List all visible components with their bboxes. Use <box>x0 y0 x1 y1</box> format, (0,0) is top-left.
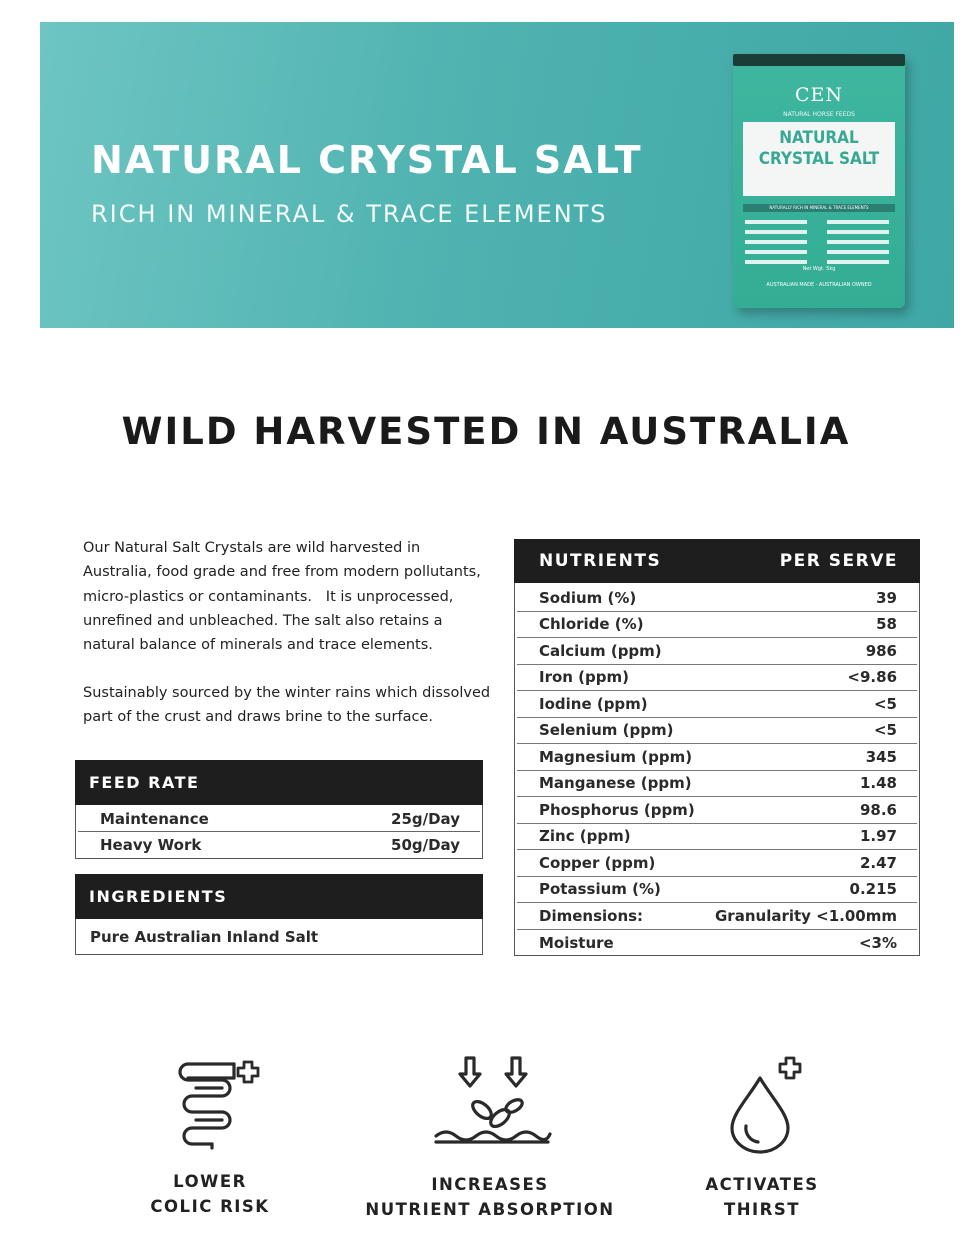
hero-banner <box>40 22 954 328</box>
nutrient-value: 986 <box>865 641 897 660</box>
benefit-line: NUTRIENT ABSORPTION <box>365 1200 615 1219</box>
nutrient-value: Granularity <1.00mm <box>715 906 897 925</box>
nutrient-row <box>517 824 917 851</box>
nutrients-header-right: PER SERVE <box>779 551 898 571</box>
benefit-label-2 <box>340 1172 640 1222</box>
nutrients-table <box>514 583 920 956</box>
bag-detail-line <box>745 260 807 264</box>
description-line: Australia, food grade and free from modern pollutants, <box>83 564 481 581</box>
nutrient-label: Chloride (%) <box>539 615 644 634</box>
nutrient-value: 1.97 <box>859 827 897 846</box>
feed-rate-value: 25g/Day <box>391 809 460 828</box>
banner-subtitle: RICH IN MINERAL & TRACE ELEMENTS <box>91 200 608 228</box>
feed-rate-header: FEED RATE <box>75 760 483 805</box>
bag-detail-line <box>827 230 889 234</box>
bag-logo-subtitle: NATURAL HORSE FEEDS <box>783 111 855 118</box>
nutrient-row <box>517 585 917 612</box>
bag-footer: AUSTRALIAN MADE · AUSTRALIAN OWNED <box>766 282 872 288</box>
benefit-label-1 <box>110 1169 310 1219</box>
nutrient-label: Sodium (%) <box>539 588 637 607</box>
nutrient-label: Copper (ppm) <box>539 853 656 872</box>
benefit-label-3 <box>662 1172 862 1222</box>
bag-name-line1: NATURAL <box>779 128 859 148</box>
ingredients-header: INGREDIENTS <box>75 874 483 919</box>
bag-detail-line <box>745 230 807 234</box>
bag-strip <box>743 204 895 212</box>
feed-rate-label: Maintenance <box>100 809 209 828</box>
bag-name-line2: CRYSTAL SALT <box>758 149 880 169</box>
nutrient-label: Magnesium (ppm) <box>539 747 693 766</box>
nutrient-row <box>517 850 917 877</box>
nutrient-row <box>517 930 917 957</box>
bag-detail-line <box>745 250 807 254</box>
bag-detail-line <box>827 240 889 244</box>
nutrient-row <box>517 797 917 824</box>
nutrient-value: 1.48 <box>859 774 897 793</box>
bag-detail-line <box>827 220 889 224</box>
nutrient-label: Calcium (ppm) <box>539 641 662 660</box>
nutrient-value: 345 <box>865 747 897 766</box>
banner-title: NATURAL CRYSTAL SALT <box>91 138 643 182</box>
bag-label-panel <box>743 122 895 196</box>
feed-rate-table <box>75 805 483 859</box>
nutrient-label: Moisture <box>539 933 614 952</box>
nutrient-label: Iron (ppm) <box>539 668 629 687</box>
ingredients-value: Pure Australian Inland Salt <box>90 927 319 946</box>
bag-strip-text: NATURALLY RICH IN MINERAL & TRACE ELEMENTS <box>769 205 869 210</box>
bag-net-weight: Net Wgt. 5kg <box>802 266 836 272</box>
benefit-line: LOWER <box>173 1172 247 1191</box>
description-line: natural balance of minerals and trace elements. <box>83 637 433 654</box>
nutrient-row <box>517 771 917 798</box>
nutrient-row <box>517 877 917 904</box>
nutrients-header-left: NUTRIENTS <box>539 551 662 571</box>
main-heading: WILD HARVESTED IN AUSTRALIA <box>121 410 851 453</box>
nutrient-row <box>517 903 917 930</box>
nutrient-value: <5 <box>873 721 897 740</box>
benefit-line: ACTIVATES <box>705 1175 819 1194</box>
feed-rate-row <box>78 832 480 858</box>
description-line: part of the crust and draws brine to the surface. <box>83 709 433 726</box>
description-paragraph-2 <box>83 681 503 730</box>
nutrient-row <box>517 665 917 692</box>
bag-detail-line <box>827 250 889 254</box>
nutrient-label: Phosphorus (ppm) <box>539 800 695 819</box>
benefit-line: THIRST <box>723 1200 801 1219</box>
nutrient-value: 0.215 <box>849 880 897 899</box>
nutrient-label: Manganese (ppm) <box>539 774 692 793</box>
product-bag-image <box>733 54 905 308</box>
nutrient-value: 98.6 <box>859 800 897 819</box>
bag-detail-line <box>745 220 807 224</box>
nutrient-label: Iodine (ppm) <box>539 694 648 713</box>
nutrient-row <box>517 638 917 665</box>
nutrient-label: Zinc (ppm) <box>539 827 631 846</box>
nutrient-value: <9.86 <box>847 668 897 687</box>
nutrient-row <box>517 744 917 771</box>
ingredients-row <box>78 919 480 954</box>
nutrient-value: <5 <box>873 694 897 713</box>
feed-rate-label: Heavy Work <box>100 836 202 854</box>
feed-rate-value: 50g/Day <box>391 836 460 854</box>
benefit-line: INCREASES <box>431 1175 549 1194</box>
nutrient-row <box>517 691 917 718</box>
nutrient-value: 2.47 <box>859 853 897 872</box>
description-line: Sustainably sourced by the winter rains which dissolved <box>83 685 491 701</box>
nutrient-label: Potassium (%) <box>539 880 661 899</box>
nutrient-row <box>517 612 917 639</box>
bag-top-seal <box>733 54 905 66</box>
benefit-line: COLIC RISK <box>150 1197 270 1216</box>
absorption-icon <box>432 1054 552 1150</box>
nutrient-value: 58 <box>876 615 897 634</box>
nutrient-label: Selenium (ppm) <box>539 721 674 740</box>
gut-plus-icon <box>172 1056 262 1152</box>
ingredients-table <box>75 919 483 955</box>
bag-logo: CEN <box>794 84 844 106</box>
description-line: Our Natural Salt Crystals are wild harvested in <box>83 540 421 556</box>
feed-rate-row <box>78 806 480 832</box>
water-drop-plus-icon <box>726 1054 808 1154</box>
bag-detail-line <box>827 260 889 264</box>
description-line: micro-plastics or contaminants. It is unprocessed, <box>83 588 454 605</box>
description-paragraph-1 <box>83 536 503 657</box>
nutrients-header <box>514 539 920 583</box>
bag-detail-line <box>745 240 807 244</box>
nutrient-row <box>517 718 917 745</box>
nutrient-label: Dimensions: <box>539 906 644 925</box>
bag-product-name <box>743 128 895 170</box>
nutrient-value: 39 <box>876 588 897 607</box>
description-line: unrefined and unbleached. The salt also retains a <box>83 612 443 629</box>
nutrient-value: <3% <box>858 933 897 952</box>
